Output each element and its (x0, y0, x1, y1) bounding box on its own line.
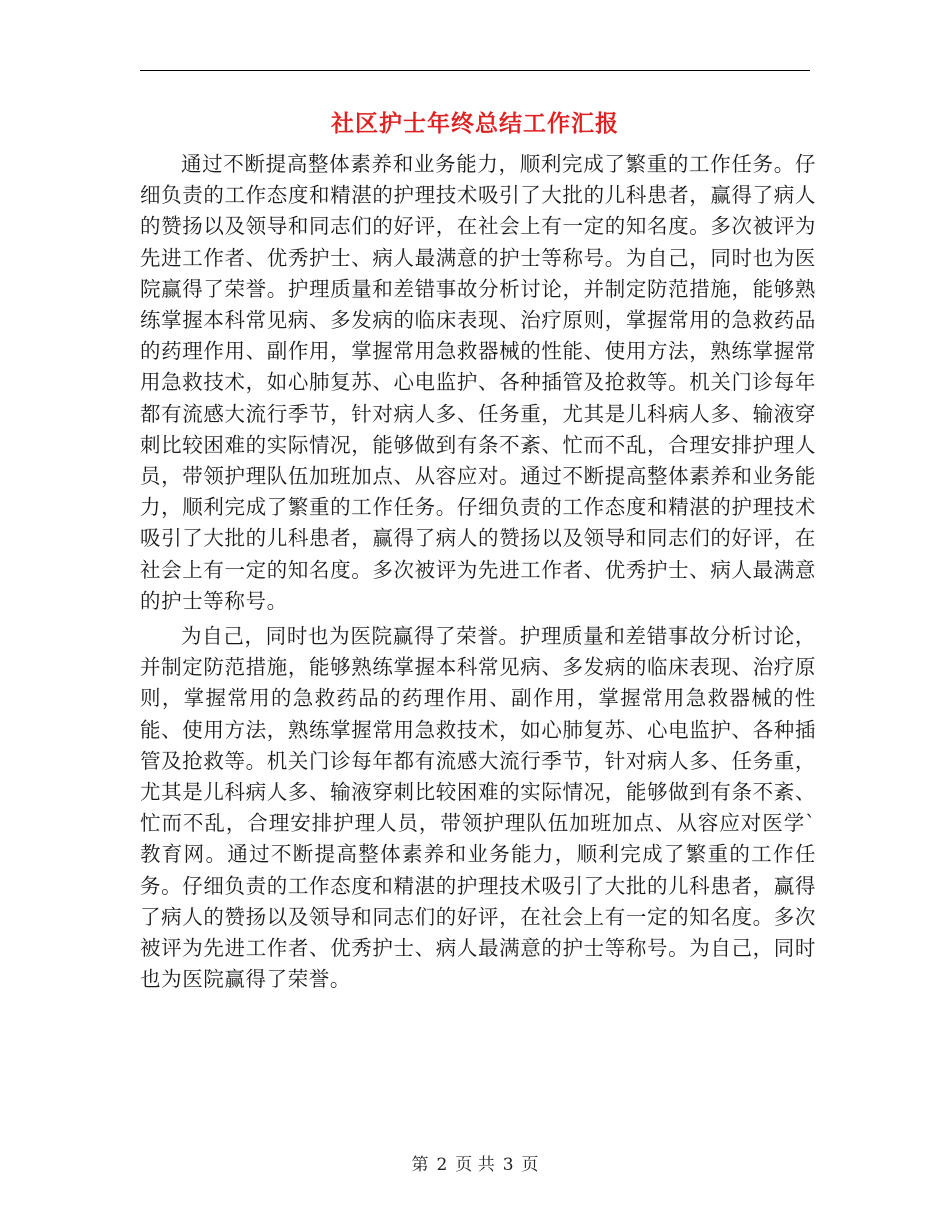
footer-current-page: 2 (436, 1155, 448, 1175)
page-footer (0, 1153, 950, 1177)
paragraph-1: 通过不断提高整体素养和业务能力，顺利完成了繁重的工作任务。仔细负责的工作态度和精湛的护理技术吸引了大批的儿科患者，赢得了病人的赞扬以及领导和同志们的好评，在社会上有一定的知名度。多次被评为先进工作者、优秀护士、病人最满意的护士等称号。为自己，同时也为医院赢得了荣誉。护理质量和差错事故分析讨论，并制定防范措施，能够熟练掌握本科常见病、多发病的临床表现、治疗原则，掌握常用的急救药品的药理作用、副作用，掌握常用急救器械的性能、使用方法，熟练掌握常用急救技术，如心肺复苏、心电监护、各种插管及抢救等。机关门诊每年都有流感大流行季节，针对病人多、任务重，尤其是儿科病人多、输液穿刺比较困难的实际情况，能够做到有条不紊、忙而不乱，合理安排护理人员，带领护理队伍加班加点、从容应对。通过不断提高整体素养和业务能力，顺利完成了繁重的工作任务。仔细负责的工作态度和精湛的护理技术吸引了大批的儿科患者，赢得了病人的赞扬以及领导和同志们的好评，在社会上有一定的知名度。多次被评为先进工作者、优秀护士、病人最满意的护士等称号。 (140, 152, 816, 613)
document-body (140, 149, 816, 995)
document-title: 社区护士年终总结工作汇报 (331, 110, 619, 137)
footer-suffix: 页 (521, 1155, 539, 1175)
header-rule (140, 70, 810, 71)
footer-total-pages: 3 (502, 1155, 514, 1175)
footer-middle: 页 共 (455, 1155, 495, 1175)
footer-prefix: 第 (411, 1155, 429, 1175)
paragraph-2: 为自己，同时也为医院赢得了荣誉。护理质量和差错事故分析讨论，并制定防范措施，能够熟练掌握本科常见病、多发病的临床表现、治疗原则，掌握常用的急救药品的药理作用、副作用，掌握常用急救器械的性能、使用方法，熟练掌握常用急救技术，如心肺复苏、心电监护、各种插管及抢救等。机关门诊每年都有流感大流行季节，针对病人多、任务重，尤其是儿科病人多、输液穿刺比较困难的实际情况，能够做到有条不紊、忙而不乱，合理安排护理人员，带领护理队伍加班加点、从容应对医学`教育网。通过不断提高整体素养和业务能力，顺利完成了繁重的工作任务。仔细负责的工作态度和精湛的护理技术吸引了大批的儿科患者，赢得了病人的赞扬以及领导和同志们的好评，在社会上有一定的知名度。多次被评为先进工作者、优秀护士、病人最满意的护士等称号。为自己，同时也为医院赢得了荣誉。 (140, 624, 816, 992)
